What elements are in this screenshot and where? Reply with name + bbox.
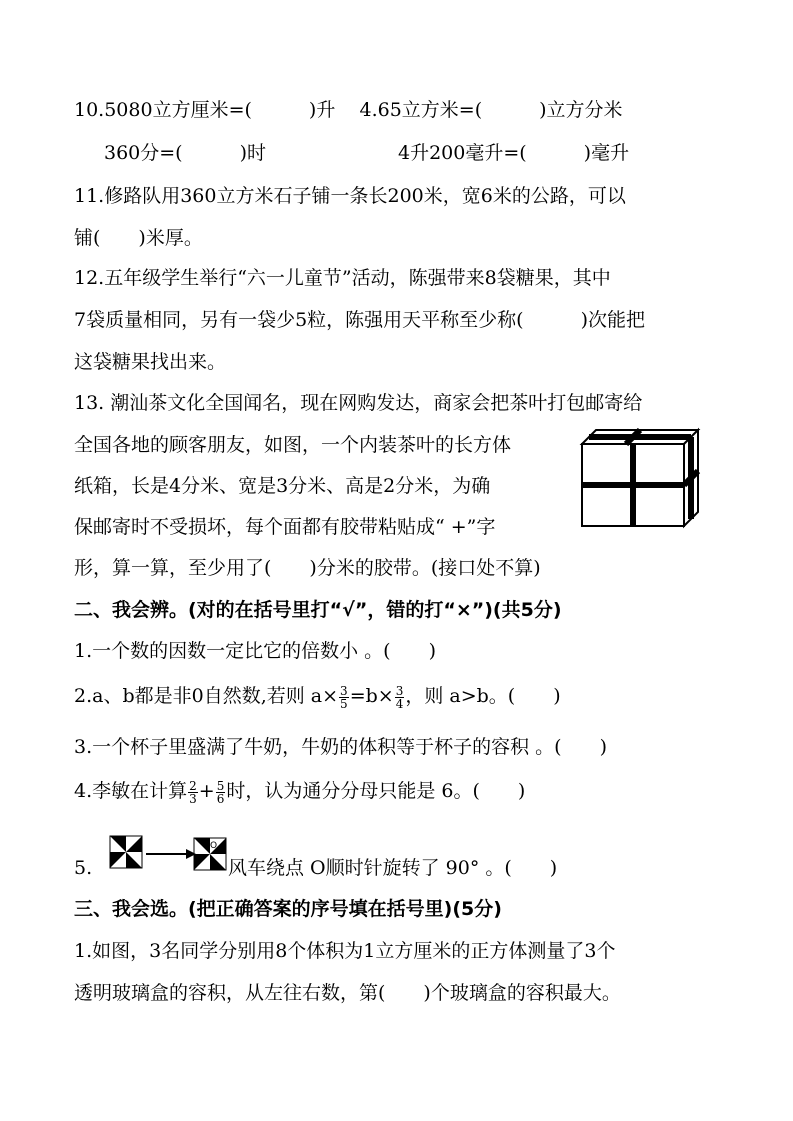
pinwheel-before-icon [110, 836, 142, 868]
q13-line5: 形，算一算，至少用了( )分米的胶带。(接口处不算) [74, 557, 541, 579]
s2-item2-pre: 2.a、b都是非0自然数,若则 a× [74, 685, 339, 707]
tape-box-figure [578, 426, 702, 530]
point-o-label: O [210, 841, 218, 851]
s3-item1-line2: 透明玻璃盒的容积，从左往右数，第( )个玻璃盒的容积最大。 [74, 982, 621, 1004]
s2-item2-mid: =b× [349, 685, 394, 707]
plus-sign: + [198, 780, 215, 802]
q10-line2b [398, 140, 629, 166]
q10-c: 360分=( )时 [104, 142, 267, 164]
s2-item2-post: ，则 a>b。( ) [405, 685, 561, 707]
q13-line2: 全国各地的顾客朋友，如图，一个内装茶叶的长方体 [74, 434, 512, 456]
s2-item5-text: 风车绕点 O顺时针旋转了 90° 。( ) [228, 857, 558, 879]
s2-item4-pre: 4.李敏在计算 [74, 780, 188, 802]
q13-line1: 13. 潮汕茶文化全国闻名，现在网购发达，商家会把茶叶打包邮寄给 [74, 392, 643, 414]
q10-line2 [104, 140, 266, 166]
fraction-3-5: $\frac{3}{5}$ [340, 683, 348, 711]
s2-item3: 3.一个杯子里盛满了牛奶，牛奶的体积等于杯子的容积 。( ) [74, 736, 607, 758]
fraction-3-4: $\frac{3}{4}$ [395, 683, 404, 711]
q13-line3: 纸箱，长是4分米、宽是3分米、高是2分米，为确 [74, 475, 491, 497]
q12-line1: 12.五年级学生举行“六一儿童节”活动，陈强带来8袋糖果，其中 [74, 267, 611, 289]
q10-line1 [74, 97, 623, 123]
s2-item1: 1.一个数的因数一定比它的倍数小 。( ) [74, 640, 436, 662]
s3-item1-line1: 1.如图，3名同学分别用8个体积为1立方厘米的正方体测量了3个 [74, 940, 616, 962]
s2-item4-post: 时，认为通分分母只能是 6。( ) [226, 780, 526, 802]
fraction-5-6: $\frac{5}{6}$ [216, 778, 225, 806]
q10-b: 4.65立方米=( )立方分米 [359, 99, 623, 121]
q11-line1: 11.修路队用360立方米石子铺一条长200米，宽6米的公路，可以 [74, 185, 626, 207]
q12-line3: 这袋糖果找出来。 [74, 351, 227, 373]
arrow-right-icon [146, 849, 196, 859]
q10-a: 10.5080立方厘米=( )升 [74, 99, 336, 121]
q11-line2: 铺( )米厚。 [74, 227, 203, 249]
s2-item5-number: 5. [74, 857, 93, 879]
q13-line4: 保邮寄时不受损坏，每个面都有胶带粘贴成“ +”字 [74, 516, 496, 538]
section3-title: 三、我会选。(把正确答案的序号填在括号里)(5分) [74, 898, 502, 920]
q12-line2: 7袋质量相同，另有一袋少5粒，陈强用天平称至少称( )次能把 [74, 309, 646, 331]
s2-item2 [74, 683, 561, 710]
fraction-2-3: $\frac{2}{3}$ [189, 778, 197, 806]
s2-item4 [74, 778, 525, 805]
q10-d: 4升200毫升=( )毫升 [398, 142, 630, 164]
pinwheel-rotation-figure [106, 832, 230, 874]
section2-title: 二、我会辨。(对的在括号里打“√”，错的打“×”)(共5分) [74, 599, 562, 621]
